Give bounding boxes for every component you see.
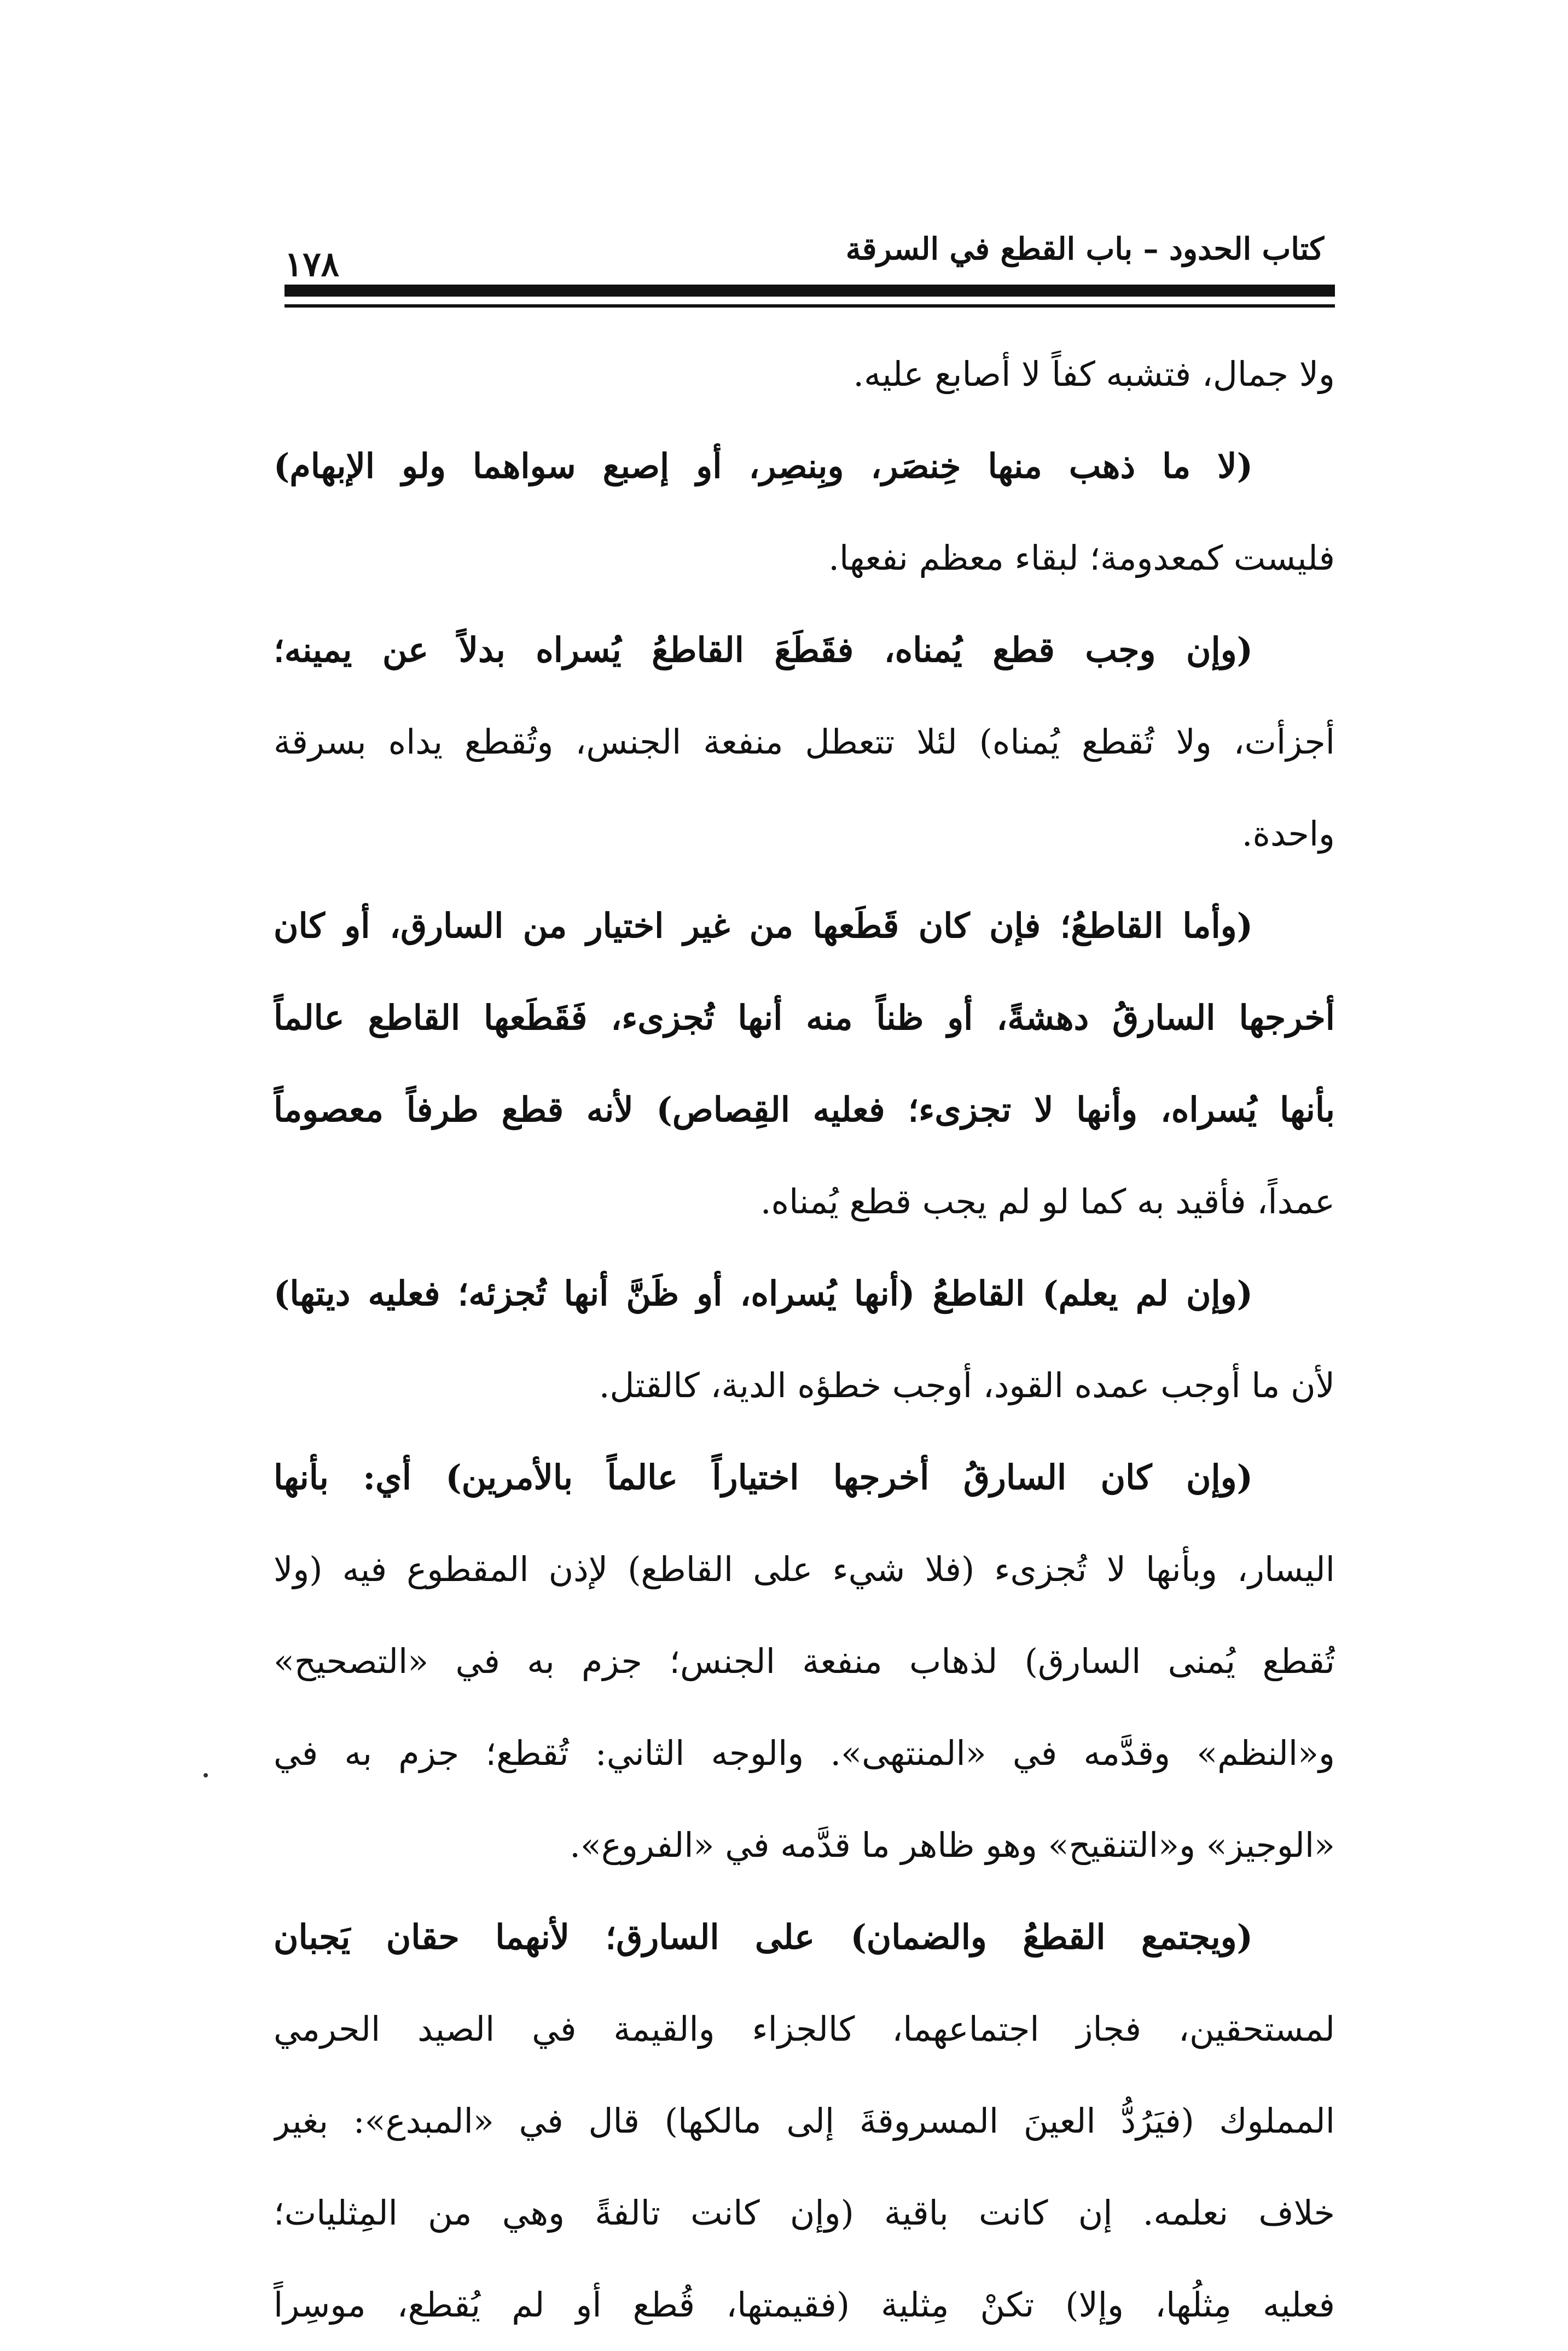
page-number: ١٧٨ <box>284 244 339 284</box>
text-line: «الوجيز» و«التنقيح» وهو ظاهر ما قدَّمه في «الفروع». <box>570 1825 1335 1865</box>
text-line: واحدة. <box>1241 814 1335 854</box>
text-line: تُقطع يُمنى السارق) لذهاب منفعة الجنس؛ جزم به في «التصحيح» <box>274 1641 1335 1681</box>
text-line: (وإن كان السارقُ أخرجها اختياراً عالماً بالأمرين) أي: بأنها <box>274 1457 1253 1497</box>
text-line: لأن ما أوجب عمده القود، أوجب خطؤه الدية، كالقتل. <box>599 1365 1335 1405</box>
text-line: بأنها يُسراه، وأنها لا تجزىء؛ فعليه القِصاص) لأنه قطع طرفاً معصوماً <box>274 1090 1335 1130</box>
text-line: فليست كمعدومة؛ لبقاء معظم نفعها. <box>828 538 1335 578</box>
text-line: فعليه مِثلُها، وإلا) تكنْ مِثلية (فقيمتها، قُطع أو لم يُقطع، موسِراً <box>274 2285 1335 2325</box>
header-rule-thick <box>284 285 1335 297</box>
margin-speck <box>204 1773 208 1777</box>
text-line: (وأما القاطعُ؛ فإن كان قَطَعها من غير اختيار من السارق، أو كان <box>274 906 1253 946</box>
text-line: لمستحقين، فجاز اجتماعهما، كالجزاء والقيمة في الصيد الحرمي <box>274 2009 1335 2049</box>
header-rule-thin <box>284 304 1335 308</box>
text-line: اليسار، وبأنها لا تُجزىء (فلا شيء على القاطع) لإذن المقطوع فيه (ولا <box>274 1549 1335 1589</box>
text-line: ولا جمال، فتشبه كفاً لا أصابع عليه. <box>853 354 1335 394</box>
text-line: و«النظم» وقدَّمه في «المنتهى». والوجه الثاني: تُقطع؛ جزم به في <box>274 1733 1335 1773</box>
text-line: خلاف نعلمه. إن كانت باقية (وإن كانت تالفةً وهي من المِثليات؛ <box>274 2193 1335 2233</box>
text-line: (ويجتمع القطعُ والضمان) على السارق؛ لأنهما حقان يَجبان <box>274 1917 1253 1957</box>
body-text <box>274 328 1335 2351</box>
text-line: (وإن وجب قطع يُمناه، فقَطَعَ القاطعُ يُسراه بدلاً عن يمينه؛ <box>274 630 1253 670</box>
text-line: أجزأت، ولا تُقطع يُمناه) لئلا تتعطل منفعة الجنس، وتُقطع يداه بسرقة <box>274 722 1335 762</box>
text-line: (لا ما ذهب منها خِنصَر، وبِنصِر، أو إصبع سواهما ولو الإبهام) <box>274 446 1253 486</box>
text-line: المملوك (فيَرُدُّ العينَ المسروقةَ إلى مالكها) قال في «المبدع»: بغير <box>274 2101 1335 2141</box>
running-head-title: كتاب الحدود – باب القطع في السرقة <box>845 231 1324 267</box>
page-header <box>263 219 1340 284</box>
text-line: أخرجها السارقُ دهشةً، أو ظناً منه أنها تُجزىء، فَقَطَعها القاطع عالماً <box>274 998 1335 1038</box>
text-line: عمداً، فأقيد به كما لو لم يجب قطع يُمناه. <box>760 1182 1335 1221</box>
text-line: (وإن لم يعلم) القاطعُ (أنها يُسراه، أو ظَنَّ أنها تُجزئه؛ فعليه ديتها) <box>274 1273 1253 1313</box>
